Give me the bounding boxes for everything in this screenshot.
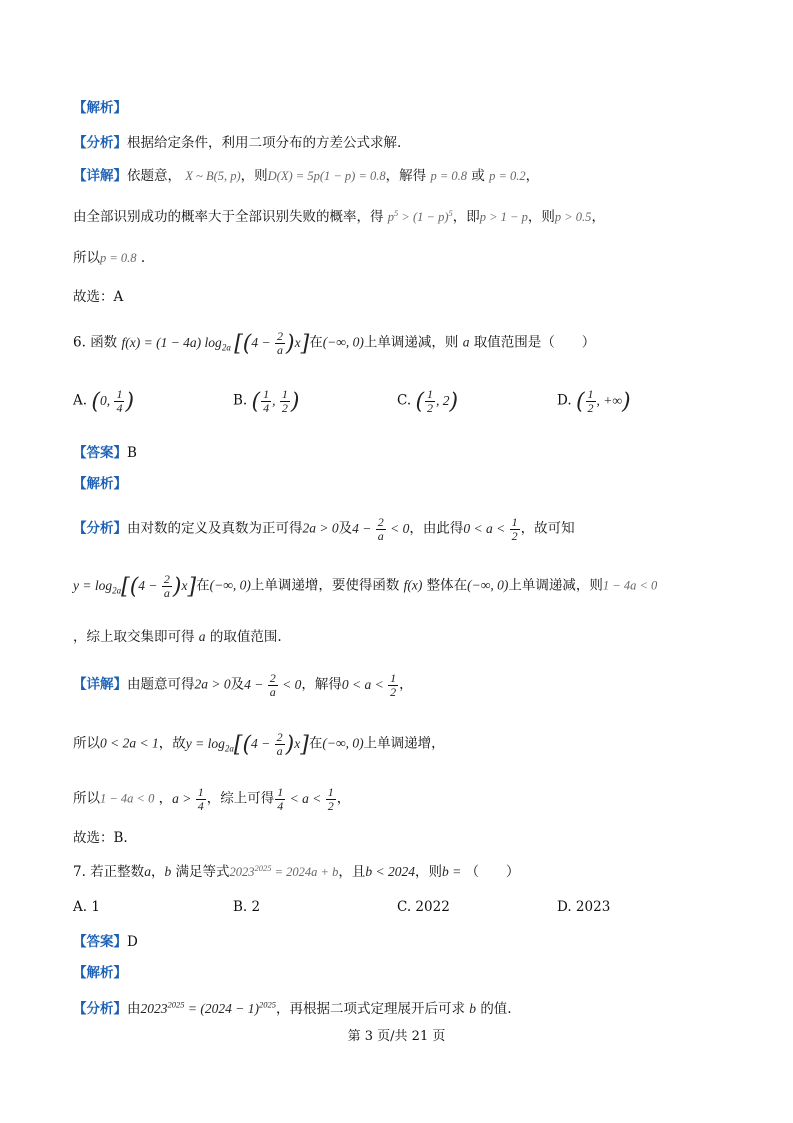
q5-answer (73, 285, 123, 305)
detail-text: 由题意可得 (127, 676, 195, 693)
detail-text: 上单调递增， (363, 735, 445, 752)
option-label: C. 2022 (397, 899, 450, 915)
jiexi-tag: 【解析】 (73, 965, 127, 981)
math: $y = \log_{2a}[(4$ − $\frac{2}{a}$ )x] (73, 572, 197, 600)
xiangjie-tag: 【详解】 (73, 676, 127, 693)
math: 4 − $\frac{2}{a}$ < 0 (352, 515, 410, 543)
analysis-text: ，综上取交集即可得 (73, 629, 195, 645)
q6-analysis-1 (73, 516, 575, 543)
q6-stem: 6. 函数 f(x) = (1 − 4a) $\log_{2a} [(4$ − $\frac{2}{a}$ )x]在(−∞, 0)上单调递减，则 a 取值范围是（ ） (73, 329, 596, 357)
detail-text: ，即 (452, 209, 480, 225)
q7-analysis (73, 997, 512, 1017)
q6-option-c[interactable] (397, 388, 458, 415)
formula-variance: D(X) = 5p(1 − p) = 0.8 (267, 169, 386, 183)
formula-p1: p = 0.8 (430, 169, 468, 183)
analysis-text: 由 (127, 1001, 141, 1017)
stem-text: 函数 (90, 334, 118, 351)
q6-jiexi-heading (73, 472, 127, 492)
q6-answer (73, 441, 137, 461)
detail-text: 所以 (73, 735, 100, 752)
detail-text: 及 (230, 676, 245, 693)
page-number: 第 3 页/共 21 页 (347, 1029, 446, 1044)
stem-text: （ ） (465, 864, 520, 880)
option-math: (0, $\frac{1}{4}$ ) (91, 387, 135, 415)
formula-function: f(x) = (1 − 4a) $\log_{2a} [(4$ − $\frac{2}{a}$ )x] (121, 329, 310, 357)
analysis-text: ，再根据二项式定理展开后可求 (275, 1001, 465, 1017)
stem-text: 上单调递减，则 (363, 334, 459, 351)
option-label: B. (233, 392, 248, 409)
analysis-text: 的值. (480, 1001, 512, 1017)
fenxi-tag: 【分析】 (73, 1001, 127, 1017)
math: $2023^{2025} = 2024a + b$ (229, 862, 339, 879)
jiexi-tag: 【解析】 (73, 476, 127, 492)
math: 2a > 0 (194, 676, 231, 692)
q7-option-b[interactable] (233, 899, 260, 915)
analysis-text: 由对数的定义及真数为正可得 (127, 520, 303, 537)
math: 0 < a < $\frac{1}{2}$ (341, 671, 397, 699)
answer-value: B (127, 445, 137, 461)
q7-option-a[interactable] (73, 899, 100, 915)
math: (−∞, 0) (322, 735, 364, 751)
option-label: D. (557, 392, 572, 409)
math: a (198, 629, 206, 644)
q6-detail-1: 【详解】由题意可得2a > 0及4 − $\frac{2}{a}$ < 0，解得0 < a < $\frac{1}{2}$ ， (73, 671, 413, 699)
q7-jiexi-heading (73, 961, 127, 981)
math: a > $\frac{1}{4}$ (172, 785, 204, 813)
option-label: C. (397, 392, 412, 409)
fenxi-tag: 【分析】 (73, 520, 127, 537)
detail-text: 或 (471, 168, 485, 184)
detail-text: ，解得 (385, 168, 427, 184)
stem-text: ，则 (414, 864, 442, 880)
math: f(x) (403, 577, 423, 593)
detail-text: 由全部识别成功的概率大于全部识别失败的概率，得 (73, 209, 384, 225)
math: b < 2024 (365, 864, 415, 879)
analysis-text: 的取值范围. (209, 629, 282, 645)
option-math: ( $\frac{1}{2}$ , 2) (415, 387, 459, 415)
fenxi-text: 根据给定条件，利用二项分布的方差公式求解. (127, 135, 402, 151)
math: 0 < a < $\frac{1}{2}$ (463, 515, 518, 543)
q5-analysis (73, 131, 401, 151)
stem-text: 若正整数 (90, 864, 145, 880)
fenxi-tag: 【分析】 (73, 135, 127, 151)
analysis-text: ，故可知 (520, 520, 575, 537)
detail-text: ，则 (240, 168, 268, 184)
formula-binomial: X ~ B(5, p) (185, 169, 241, 183)
detail-text: 在 (308, 735, 323, 752)
analysis-text: 上单调递减，则 (508, 577, 603, 594)
q7-option-c[interactable] (397, 899, 450, 915)
q6-detail-3: 所以1 − 4a < 0 ，a > $\frac{1}{4}$ ，综上可得 $\frac{1}{4}$ < a < $\frac{1}{2}$ ， (73, 785, 351, 813)
answer-tag: 【答案】 (73, 445, 127, 461)
q6-analysis-3 (73, 625, 282, 645)
math: a (144, 864, 151, 879)
q6-option-a[interactable] (73, 388, 134, 415)
q6-answer-line (73, 826, 128, 846)
option-math: ( $\frac{1}{4}$ , $\frac{1}{2}$ ) (251, 387, 300, 415)
answer-tag: 【答案】 (73, 934, 127, 950)
math: $2023^{2025} = (2024 - 1)^{2025}$ (140, 999, 276, 1016)
math: 2a > 0 (302, 520, 339, 536)
formula-result: p = 0.8 (100, 251, 137, 265)
formula-p2: p = 0.2 (489, 169, 526, 183)
q6-option-b[interactable] (233, 388, 299, 415)
q5-prob-compare: 由全部识别成功的概率大于全部识别失败的概率，得 $p^5 > (1 - p)^5$，即p > 1 − p，则p > 0.5， (73, 207, 605, 225)
stem-text: 在 (309, 334, 323, 351)
formula-ineq: $p^5 > (1 - p)^5$ (387, 207, 453, 224)
analysis-text: 整体在 (426, 577, 468, 594)
q6-detail-2 (73, 731, 445, 758)
stem-text: 满足等式 (175, 864, 230, 880)
analysis-text: 及 (338, 520, 353, 537)
option-label: D. 2023 (557, 899, 611, 915)
jiexi-tag: 【解析】 (73, 100, 127, 116)
detail-text: ，则 (527, 209, 555, 225)
formula-ineq3: p > 0.5 (554, 210, 592, 224)
math: (−∞, 0) (467, 577, 509, 593)
answer-text: 故选：A (73, 289, 124, 305)
formula-interval: (−∞, 0) (322, 334, 364, 350)
detail-text: ，解得 (301, 676, 342, 693)
math: b (164, 864, 172, 879)
stem-text: 取值范围是（ ） (473, 334, 596, 351)
math: b = (441, 864, 462, 879)
q7-answer (73, 930, 138, 950)
answer-value: D (127, 934, 138, 950)
q7-option-d[interactable] (557, 899, 610, 915)
math: b (469, 1001, 477, 1016)
question-number: 7. (73, 864, 86, 880)
math: 1 − 4a < 0 (602, 578, 658, 593)
analysis-text: 在 (196, 577, 210, 594)
math: $\frac{1}{4}$ < a < $\frac{1}{2}$ (277, 785, 334, 813)
math: 4 − $\frac{2}{a}$ < 0 (244, 671, 302, 699)
analysis-text: ，由此得 (409, 520, 464, 537)
q5-jiexi-heading (73, 96, 127, 116)
math: (−∞, 0) (209, 577, 251, 593)
q7-stem: 7. 若正整数a，b 满足等式$2023^{2025} = 2024a + b$，且b < 2024，则b = （ ） (73, 862, 520, 880)
answer-text: 故选：B. (73, 830, 128, 846)
detail-text: 所以 (73, 790, 100, 807)
question-number: 6. (73, 334, 86, 351)
xiangjie-tag: 【详解】 (73, 168, 127, 184)
option-label: A. 1 (73, 899, 100, 915)
option-math: ( $\frac{1}{2}$ , +∞) (575, 387, 631, 415)
page-footer (0, 1025, 793, 1044)
q6-option-d[interactable] (557, 388, 631, 415)
detail-text: ，故 (158, 735, 186, 752)
q5-conclusion: 所以p = 0.8 . (73, 250, 146, 266)
option-label: A. (73, 392, 88, 409)
analysis-text: 上单调递增，要使得函数 (250, 577, 400, 594)
q6-analysis-2 (73, 573, 657, 600)
math: $y = \log_{2a}[(4$ − $\frac{2}{a}$ )x] (185, 730, 309, 758)
detail-text: 依题意， (127, 168, 181, 184)
math: 1 − 4a < 0 (100, 791, 155, 806)
math: 0 < 2a < 1 (100, 735, 159, 751)
q5-detail: 【详解】依题意， X ~ B(5, p)，则D(X) = 5p(1 − p) = 0.8，解得 p = 0.8 或 p = 0.2， (73, 168, 540, 184)
stem-text: ，且 (338, 864, 366, 880)
option-label: B. 2 (233, 899, 261, 915)
formula-ineq2: p > 1 − p (479, 210, 528, 224)
detail-text: 所以 (73, 250, 100, 266)
detail-text: ，综上可得 (206, 790, 275, 807)
